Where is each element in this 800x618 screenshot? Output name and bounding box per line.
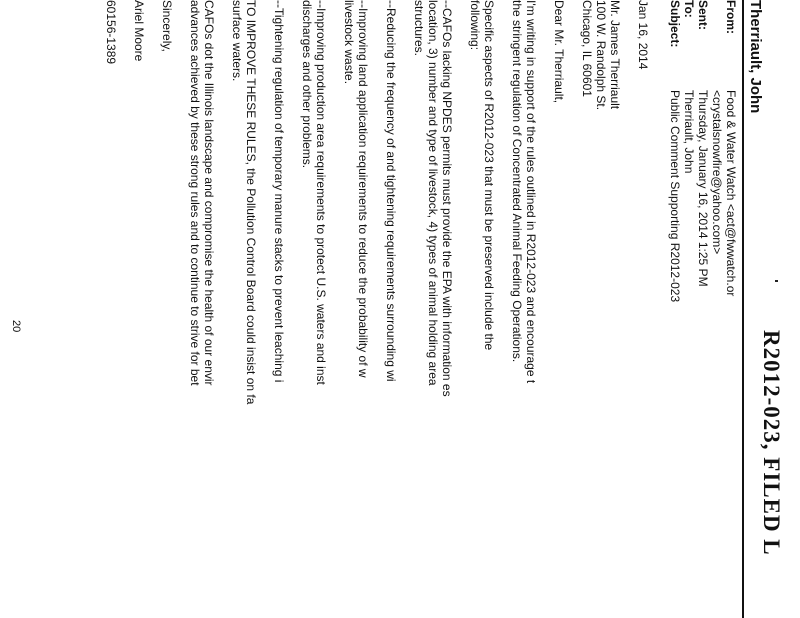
closing: Sincerely, xyxy=(160,0,174,52)
letter-date: Jan 16, 2014 xyxy=(636,0,650,70)
spacer xyxy=(398,0,412,618)
list-item-3-line-2: livestock waste. xyxy=(342,0,356,85)
paragraph-3-line-2: surface waters. xyxy=(230,0,244,82)
spacer xyxy=(216,0,230,618)
list-item-4-line-1: --Improving production area requirements to protect U.S. waters and inst xyxy=(314,0,328,385)
filing-stamp: R2012-023, FILED L xyxy=(759,330,784,556)
subject-value: Public Comment Supporting R2012-023 xyxy=(668,90,682,303)
address-line-3: Chicago, IL 60601 xyxy=(580,0,594,97)
signer-zip: 60156-1389 xyxy=(104,0,118,65)
address-line-1: Mr. James Therriault xyxy=(608,0,622,110)
from-value-line-1: Food & Water Watch <act@fwwatch.or xyxy=(724,90,738,297)
signer-name: Ariel Moore xyxy=(132,0,146,62)
list-item-2-line-1: --Reducing the frequency of and tightening requirements surrounding wi xyxy=(384,0,398,382)
address-line-2: 100 W. Randolph St. xyxy=(594,0,608,111)
paragraph-2-line-2: following: xyxy=(468,0,482,51)
from-label: From: xyxy=(724,0,738,34)
spacer xyxy=(370,0,384,618)
to-label: To: xyxy=(682,0,696,18)
list-item-4-line-2: discharges and other problems. xyxy=(300,0,314,169)
spacer xyxy=(622,0,636,618)
list-item-1-line-2: location, 3) number and type of livestock, 4) types of animal holding area xyxy=(426,0,440,386)
email-meta-values xyxy=(668,90,738,302)
paragraph-1-line-2: the stringent regulation of Concentrated Animal Feeding Operations. xyxy=(510,0,524,363)
salutation: Dear Mr. Therriault, xyxy=(552,0,566,104)
subject-label: Subject: xyxy=(668,0,682,48)
sent-label: Sent: xyxy=(696,0,710,30)
paragraph-4-line-1: CAFOs dot the Illinois landscape and compromise the health of our envir xyxy=(202,0,216,386)
email-meta-labels xyxy=(668,0,738,47)
spacer xyxy=(146,0,160,618)
list-item-1-line-3: structures. xyxy=(412,0,426,57)
letter-body xyxy=(104,0,650,618)
spacer xyxy=(328,0,342,618)
spacer xyxy=(286,0,300,618)
from-value-line-2: <crystalsnowfire@yahoo.com> xyxy=(710,90,724,255)
spacer xyxy=(496,0,510,618)
spacer xyxy=(174,0,188,618)
scan-speck xyxy=(775,280,778,282)
sender-name-heading: Therriault, John xyxy=(742,0,764,618)
spacer xyxy=(258,0,272,618)
spacer xyxy=(566,0,580,618)
paragraph-4-line-2: advances achieved by these strong rules and to continue to strive for bet xyxy=(188,0,202,386)
paragraph-2-line-1: Specific aspects of R2012-023 that must be preserved include the xyxy=(482,0,496,351)
sent-value: Thursday, January 16, 2014 1:25 PM xyxy=(696,90,710,287)
list-item-3-line-1: --Improving land application requirements to reduce the probability of w xyxy=(356,0,370,378)
page-number: 20 xyxy=(10,320,22,333)
paragraph-3-line-1: TO IMPROVE THESE RULES, the Pollution Control Board could insist on fa xyxy=(244,0,258,405)
list-item-1-line-1: --CAFOs lacking NPDES permits must provide the EPA with information es xyxy=(440,0,454,397)
to-value: Therriault, John xyxy=(682,90,696,174)
spacer xyxy=(454,0,468,618)
spacer xyxy=(118,0,132,618)
list-item-5-line-1: --Tightening regulation of temporary manure stacks to prevent leaching i xyxy=(272,0,286,383)
from-label-gap xyxy=(710,0,724,47)
paragraph-1-line-1: I'm writing in support of the rules outlined in R2012-023 and encourage t xyxy=(524,0,538,384)
spacer xyxy=(538,0,552,618)
